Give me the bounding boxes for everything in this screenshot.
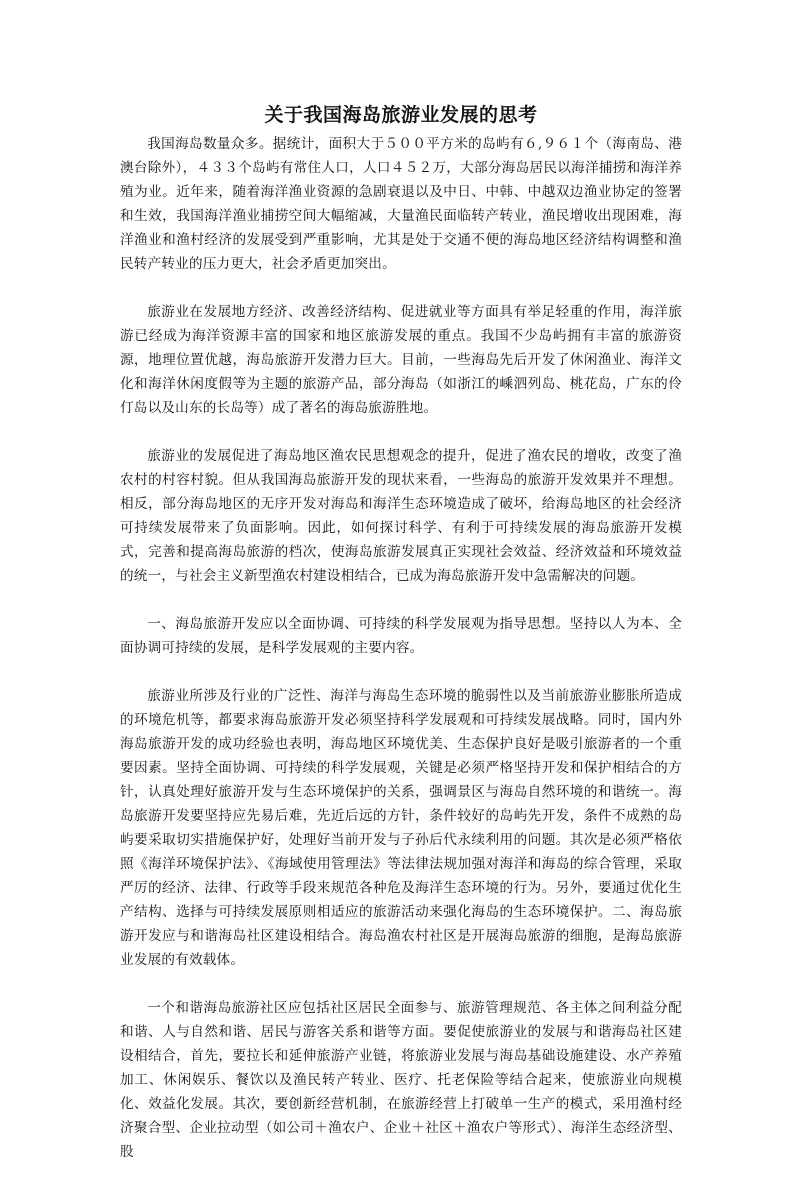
document-page (120, 100, 682, 1188)
paragraph-3: 旅游业的发展促进了海岛地区渔农民思想观念的提升，促进了渔农民的增收，改变了渔农村的村容村貌。但从我国海岛旅游开发的现状来看，一些海岛的旅游开发效果并不理想。相反，部分海岛地区的无序开发对海岛和海洋生态环境造成了破坏，给海岛地区的社会经济可持续发展带来了负面影响。因此，如何探讨科学、有利于可持续发展的海岛旅游开发模式，完善和提高海岛旅游的档次，使海岛旅游发展真正实现社会效益、经济效益和环境效益的统一，与社会主义新型渔农村建设相结合，已成为海岛旅游开发中急需解决的问题。 (120, 448, 682, 584)
paragraph-6: 一个和谐海岛旅游社区应包括社区居民全面参与、旅游管理规范、各主体之间利益分配和谐、人与自然和谐、居民与游客关系和谐等方面。要促使旅游业的发展与和谐海岛社区建设相结合，首先，要拉长和延伸旅游产业链，将旅游业发展与海岛基础设施建设、水产养殖加工、休闲娱乐、餐饮以及渔民转产转业、医疗、托老保险等结合起来，使旅游业向规模化、效益化发展。其次，要创新经营机制，在旅游经营上打破单一生产的模式，采用渔村经济聚合型、企业拉动型（如公司＋渔农户、企业＋社区＋渔农户等形式）、海洋生态经济型、股 (120, 1000, 682, 1160)
paragraph-2: 旅游业在发展地方经济、改善经济结构、促进就业等方面具有举足轻重的作用，海洋旅游已经成为海洋资源丰富的国家和地区旅游发展的重点。我国不少岛屿拥有丰富的旅游资源，地理位置优越，海岛旅游开发潜力巨大。目前，一些海岛先后开发了休闲渔业、海洋文化和海洋休闲度假等为主题的旅游产品，部分海岛（如浙江的嵊泗列岛、桃花岛，广东的伶仃岛以及山东的长岛等）成了著名的海岛旅游胜地。 (120, 304, 682, 416)
paragraph-5: 旅游业所涉及行业的广泛性、海洋与海岛生态环境的脆弱性以及当前旅游业膨胀所造成的环境危机等，都要求海岛旅游开发必须坚持科学发展观和可持续发展战略。同时，国内外海岛旅游开发的成功经验也表明，海岛地区环境优美、生态保护良好是吸引旅游者的一个重要因素。坚持全面协调、可持续的科学发展观，关键是必须严格坚持开发和保护相结合的方针，认真处理好旅游开发与生态环境保护的关系，强调景区与海岛自然环境的和谐统一。海岛旅游开发要坚持应先易后难，先近后远的方针，条件较好的岛屿先开发，条件不成熟的岛屿要采取切实措施保护好，处理好当前开发与子孙后代永续利用的问题。其次是必须严格依照《海洋环境保护法》、《海域使用管理法》等法律法规加强对海洋和海岛的综合管理，采取严厉的经济、法律、行政等手段来规范各种危及海洋生态环境的行为。另外，要通过优化生产结构、选择与可持续发展原则相适应的旅游活动来强化海岛的生态环境保护。二、海岛旅游开发应与和谐海岛社区建设相结合。海岛渔农村社区是开展海岛旅游的细胞，是海岛旅游业发展的有效载体。 (120, 688, 682, 968)
document-title: 关于我国海岛旅游业发展的思考 (264, 104, 538, 126)
paragraph-1: 我国海岛数量众多。据统计，面积大于５００平方米的岛屿有６,９６１个（海南岛、港澳台除外），４３３个岛屿有常住人口，人口４５２万，大部分海岛居民以海洋捕捞和海洋养殖为业。近年来，随着海洋渔业资源的急剧衰退以及中日、中韩、中越双边渔业协定的签署和生效，我国海洋渔业捕捞空间大幅缩减，大量渔民面临转产转业，渔民增收出现困难，海洋渔业和渔村经济的发展受到严重影响，尤其是处于交通不便的海岛地区经济结构调整和渔民转产转业的压力更大，社会矛盾更加突出。 (120, 136, 682, 272)
paragraph-4: 一、海岛旅游开发应以全面协调、可持续的科学发展观为指导思想。坚持以人为本、全面协调可持续的发展，是科学发展观的主要内容。 (120, 616, 682, 656)
